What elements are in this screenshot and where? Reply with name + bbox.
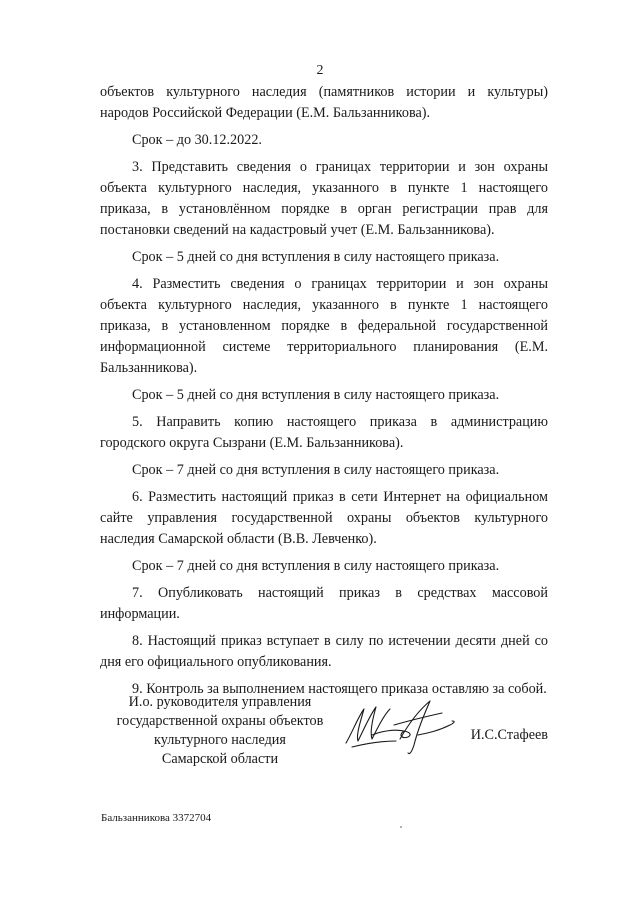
scan-speck — [400, 826, 402, 828]
handwritten-signature — [338, 695, 468, 759]
signatory-title — [100, 693, 340, 769]
signature-block — [100, 693, 548, 773]
paragraph-item-7: 7. Опубликовать настоящий приказ в средствах массовой информации. — [100, 585, 548, 622]
paragraph-item-6: 6. Разместить настоящий приказ в сети Интернет на официальном сайте управления государственной охраны объектов культурного наследия Самарской области (В.В. Левченко). — [100, 489, 548, 547]
paragraph-item-8: 8. Настоящий приказ вступает в силу по истечении десяти дней со дня его официального опубликования. — [100, 633, 548, 670]
page-number: 2 — [316, 63, 324, 78]
paragraph-deadline-3: Срок – 5 дней со дня вступления в силу настоящего приказа. — [132, 249, 500, 265]
paragraph-deadline-5: Срок – 7 дней со дня вступления в силу настоящего приказа. — [132, 462, 500, 478]
paragraph-deadline-6: Срок – 7 дней со дня вступления в силу настоящего приказа. — [132, 558, 500, 574]
signatory-title-line: культурного наследия — [154, 732, 286, 748]
document-body — [100, 82, 548, 700]
paragraph-deadline-4: Срок – 5 дней со дня вступления в силу настоящего приказа. — [132, 387, 500, 403]
paragraph-item-4: 4. Разместить сведения о границах территории и зон охраны объекта культурного наследия, указанного в пункте 1 настоящего приказа, в установленном порядке в федеральной государственной информационной системе территориального планирования (Е.М. Бальзанникова). — [100, 276, 548, 376]
signatory-title-line: государственной охраны объектов — [116, 713, 324, 729]
paragraph-item-3: 3. Представить сведения о границах территории и зон охраны объекта культурного наследия, указанного в пункте 1 настоящего приказа, в установлённом порядке в орган регистрации прав для постановки сведений на кадастровый учет (Е.М. Бальзанникова). — [100, 159, 548, 238]
executor-note: Бальзанникова 3372704 — [101, 812, 212, 824]
signatory-name: И.С.Стафеев — [470, 727, 548, 743]
paragraph-continuation: объектов культурного наследия (памятников истории и культуры) народов Российской Федерации (Е.М. Бальзанникова). — [100, 84, 548, 121]
signatory-title-line: Самарской области — [161, 751, 279, 767]
paragraph-deadline-2: Срок – до 30.12.2022. — [132, 132, 262, 148]
paragraph-item-9: 9. Контроль за выполнением настоящего приказа оставляю за собой. — [132, 681, 547, 697]
signatory-title-line: И.о. руководителя управления — [128, 694, 312, 710]
paragraph-item-5: 5. Направить копию настоящего приказа в администрацию городского округа Сызрани (Е.М. Бальзанникова). — [100, 414, 548, 451]
